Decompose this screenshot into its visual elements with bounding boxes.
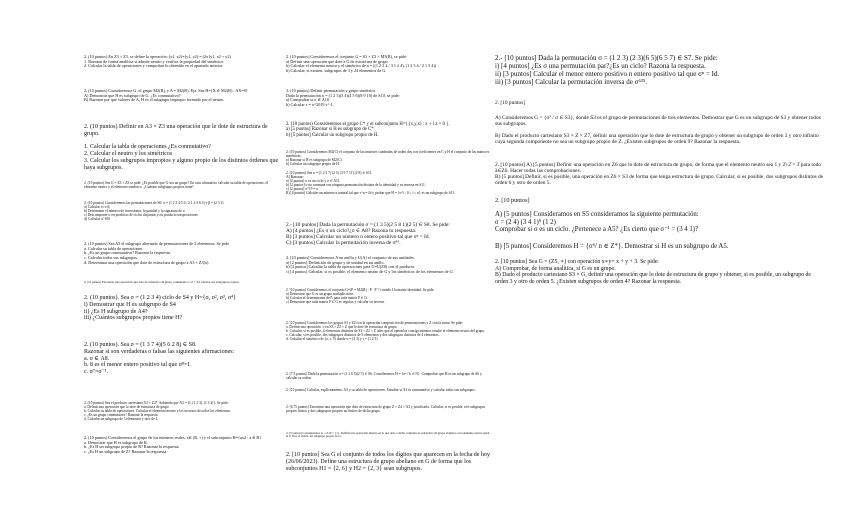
exercise-col3-8: 2. [10 puntos] Sea G = (Z5, ∗) con operación x∗y= x + y + 3. Se pide: A) Comprobar, de forma analítica, si G es un grupo. B) Dado el producto cartesiano S3 × G, definir una operación que lo dote de estructura de grupo y obtener, si es posible, un subgrupo de orden 3 y otro de orden 5. ¿Existen subgrupos de orden 4? Razonar la respuesta.	[495, 259, 811, 285]
exercise-col1-2: 2. (10 puntos) Consideremos G, el grupo M2(R), y A = M2(R). Eja. Sea H={X ∈ M2(R) : AX=0} A) Demostrar que H es subgrupo de G. ¿Es conmutativo? B) Razonar por qué valores de A, H es el subgrupo impropio formado por el neutro.	[84, 88, 248, 103]
exercise-col2-2: 2. (10 puntos) Definir permutación y grupo simétrico. Dada la permutación σ = (1 2 3)(3 4)(4 5 6)(8 9 10) de S10, se pide: a) Comprobar si σ ∈ A10 b) Calcular τ = σ^2019 τ^-1.	[286, 88, 400, 108]
exercise-col2-1: 2. (10 puntos) Consideremos el conjunto G = S3 × Z2 × M3(R), se pide: a) Definir una operación que dote a G de estructura de grupo b) Calcular el elemento neutro y el simétrico de a = ((1 2 3 4 / 3 1 2 4), (1 2 3 4 / 2 1 3 4)) b) Calcular, si existen, subgrupos de 3 y 24 elementos de G.	[286, 54, 437, 74]
exercise-col1-1: 2. (10 puntos) En Z3 × Z3, se define la operación: (x1, x2)∗(y1, y2) = (2x1y1, x2 + y2) 1. Razonar de forma analítica si admite neutro y verifica la propiedad del simétrico. 2. Calcular la tabla de operaciones y comprobar lo obtenido en el apartado anterior.	[84, 54, 231, 69]
exercise-col2-4: 2. (10 puntos) Consideremos M2(C) el conjunto de las matrices cuadradas de orden dos con coeficientes en C y H el conjunto de las matrices simétricas: a) Razonar si H es subgrupo de M2(C). b) Calcular un subgrupo propio de H.	[286, 150, 490, 167]
exercise-col3-5: 2. [10 puntos]	[495, 197, 530, 204]
exercise-col2-9: 2. [10 puntos] Consideremos los grupos S3 y Z2 con la operación composición de permutaciones y Z con la suma. Se pide: a. Definir una operación ∗ en S3 × Z2 × Z que le dote de estructura de grupo. b. Calcular, si es posible, 4 elementos distintos de S3 × Z2 × Z tales que al operarlos consigo mismos resulte el elemento neutro del grupo. c. Calcular, si es posible, dos subgrupos distintos de 3 elementos y dos subgrupos distintos de 4 elementos. d. Calcular el simétrico de (σ, τ, 5) donde σ = (2 3) y τ = (1 2 3)	[286, 321, 486, 342]
exercise-col2-3: 2. (10 puntos) Consideremos el grupo C* y el subconjunto H={ (x,y,x) : x + i z = 0 }. a) [5 puntos] Razonar si H es subgrupo de C*. b) [5 puntos] Calcular un subgrupo propio de H.	[286, 122, 450, 138]
exercise-col3-2: 2. [10 puntos]	[495, 100, 526, 106]
exercise-col1-5: 2. (10 puntos) Consideremos las permutaciones de S6: σ = (1 2 3 4 5 6 / 2 1 4 5 6 3) y β = (2 3 1) a) Calcular σ∘τ∘β b) Determinar el número de inversiones, la paridad y la signatura de σ c) Descomponer σ en producto de ciclos disjuntos y en producto trasposiciones d) Calcular σ^100	[84, 201, 224, 222]
exercise-col1-11: 2. (10 puntos) Consideremos el grupo de los números reales, x∈ (R, +) y el subconjunto H={ax2 : a ∈ R} a. Demostrar que H es subgrupo de R. b. ¿Es H un subgrupo propio de R? Razonar la respuesta. c. ¿Es H un subgrupo de Z? Razonar la respuesta.	[84, 435, 262, 455]
exercise-col3-4: 2. [10 puntos] A) [5 puntos] Definir una operación en Z6 que lo dote de estructura de grupo, de forma que el elemento neutro sea 1 y 2̄+2̄ = 3̄ para todo ā∈Z6. Hacer todas las comprobaciones. B) [5 puntos] Definir, si es posible, una operación en Z6 × S3 de forma que tenga estructura de grupo. Calcular, si es posible, dos subgrupos distintos de orden 6 y otro de orden 5.	[495, 162, 824, 187]
exercise-col3-7: B) [5 puntos] Consideremos H = {σ⁶/ n ∈ Z*}. Demostrar si H es un subgrupo de A5.	[495, 243, 729, 250]
exercise-col2-13: 2. [5 puntos] Consideremos G = Z10 × {1}. Definir una operación interna en G que dote a dicho conjunto de estructura de grupo abeliano con elemento neutro igual al 0. Dar, si existe, un subgrupo propio de G.	[286, 431, 490, 439]
exercise-col3-3: A) Consideremos G = {σ³ / σ ∈ S3}, donde S3 es el grupo de permutaciones de tres elementos. Demostrar que G es un subgrupo de S3 y obtener todos sus subgrupos. B) Dado el producto cartesiano S3 × Z × Z7, definir una operación que lo dote de estructura de grupo y obtener un subgrupo de orden 3 y otro infinito cuya segunda componente no sea un subgrupo propio de Z. ¿Existen subgrupos de orden 9? Razonar la respuesta.	[495, 115, 821, 146]
exercise-col1-8: 2. (10 puntos). Sea σ = (1 2 3 4) ciclo de S4 y H={σ, σ², σ³, σ⁴} i) Demostrar que H es subgrupo de S4 ii) ¿Es H subgrupo de A4? iii) ¿Cuántos subgrupos propios tiene H?	[84, 295, 237, 322]
exercise-col1-7: 2. (10 puntos) Encontrar una operación que dote de estructura de grupo conmutativo a Z × Z4 calcular sus subgrupos propios.	[84, 280, 240, 284]
exercise-col1-9: 2. (10 puntos). Sea σ = (1 3 7 4)(5 6 2 8) ∈ S8. Razonar si son verdaderas o falsas las siguientes afirmaciones: a. σ ∈ A8. b. 8 es el menor entero positivo tal que σ⁸=I. c. σ⁷=σ⁻¹.	[84, 342, 235, 376]
exercise-col2-8: 2. [10 puntos] Consideremos el conjunto G=(P = M2(R) · P · P⁻¹) siendo I la matriz identidad. Se pide: a) Demostrar que G es un grupo multiplicativo. b) Calcular el determinante de P, para toda matriz P ∈ G. c) Demostrar que toda matriz P ∈ G es regular, y calcular su inversa.	[286, 288, 435, 305]
exercise-col1-10: 2. (10 puntos) Sea el producto cartesiano A3 × Z4*. Sabiendo que A3 = {I, (1 2 3), (1 3 2)}. Se pide: a. Definir una operación que lo dote de estructura de grupo b. Calcular su tabla de operaciones. Calcular el elemento neutro y los inversos de todos los elementos. c. ¿Es un grupo conmutativo? Razonar la respuesta. d. Calcular un subgrupo de 3 elementos y otro de 2.	[84, 401, 231, 422]
exercise-col2-10: 2. [7.5 puntos] Dada la permutación σ = (1 2 6 3)(2 5) ∈ S6. Consideremos H = {σⁿ / k ∈ N}. Comprobar que H es un subgrupo de S6 y calcular su orden.	[286, 372, 482, 381]
exercise-col3-1: 2.- [10 puntos] Dada la permutación σ = (1 2 3) (2 3)(6 5)(6 5 7) ∈ S7. Se pide: i) [4 puntos] ¿Es σ una permutación par?¿Es un ciclo? Razona la respuesta. ii) [3 puntos] Calcular el menor entero positivo n entero positivo tal que σⁿ = Id. iii) [3 puntos] Calcular la permutación inversa de σ⁶³⁵.	[495, 54, 720, 86]
exercise-col2-5: 2. (10 puntos) Sea σ = (1 2 3 7) (2 5) (3 9 7 11) (2 8) ∈ S11. A) Razonar: a) [2 puntos] σ es un ciclo y σ ∈ A11. b) [2 puntos] σ no conmuta con ninguna permutación distinta de la identidad y su inversa en S11. c) [2 puntos] σ^19 = σ B) [4 puntos] Calcular un número n natural tal que τ^n = Id y probar que H = {σ^i : 0 ≤ i ≤ n} es un subgrupo de S11.	[286, 171, 455, 196]
exercise-col1-6: 2. (10 puntos) Sea A3 el subgrupo alternado de permutaciones de 3 elementos. Se pide a. Calcular su tabla de operaciones. b. ¿Es un grupo conmutativo? Razonar la respuesta. c. Calcular todos sus subgrupos. d. Determinar una operación que dote de estructura de grupo a A3 × Z3[x].	[84, 241, 229, 265]
exercise-col2-6: 2.- [10 puntos] Dada la permutación σ = (1 3 5)(2 5 8 1)(2 5) ∈ S8. Se pide: A) [4 puntos] ¿Es σ un ciclo?¿σ ∈ A8? Razona tu respuesta. B) [3 puntos] Calcular un número n entero positivo tal que σⁿ = Id. C) [3 puntos] Calcular la permutación inversa de σ⁸⁵.	[286, 222, 450, 247]
exercise-col2-12: 2. [6.75 puntos] Encontrar una operación que dote de estructura de grupo Z × Z4 × A3 y justificarlo. Calcular, si es posible, tres subgrupos propios finitos y dos subgrupos propios no finitos de dicho grupo.	[286, 405, 486, 414]
exercise-col2-11: 2. [10 puntos] Calcular, explícitamente, A3 y su tabla de operaciones. Estudiar si A3 es conmutativo y calcular todos sus subgrupos.	[286, 388, 476, 392]
exercise-col2-7: 2. [10 puntos] Consideremos A un anillo y U(A) el conjunto de sus unidades. a) [2 puntos] Definición de grupo y de unidad en un anillo. b) [4 puntos] Calcular la tabla de operaciones para G=U(Z8) con el producto. c) [4 puntos] Calcular, si es posible, el elemento neutro de G y los simétricos de los elementos de G.	[286, 255, 454, 275]
exercise-col1-3: 2. (10 puntos) Definir en A3 × Z3 una operación que le dote de estructura de grupo. 1. Calcular la tabla de operaciones ¿Es conmutativo? 2. Calcular el neutro y los simétricos 3. Calcular los subgrupos impropios y alguno propio de los distintos órdenes que haya subgrupos.	[84, 124, 279, 171]
exercise-col3-6: A) [5 puntos] Consideramos en S5 consideramos la siguiente permutación: σ = (2 4) (3 4 1)⁹ (1 2) Comprobar si σ es un ciclo. ¿Pertenece a A5? ¿Es cierto que σ⁻¹ = (3 4 1)?	[495, 211, 699, 234]
exercise-col1-4: 2. (10 puntos) Sea G = Z3 × Z3 se pide: ¿Es posible que G sea un grupo? En caso afirmativo calcular su tabla de operaciones, el elemento neutro y el elemento simétrico. ¿Cuántos subgrupos propios tiene?	[84, 181, 269, 190]
exercise-col2-14: 2. [10 puntos] Sea G el conjunto de todos los dígitos que aparecen en la fecha de hoy (26/06/2023). Define una estructura de grupo abeliano en G de forma que los subconjuntos H1 = {2, 6} y H2 = {2, 3} sean subgrupos.	[286, 452, 490, 472]
